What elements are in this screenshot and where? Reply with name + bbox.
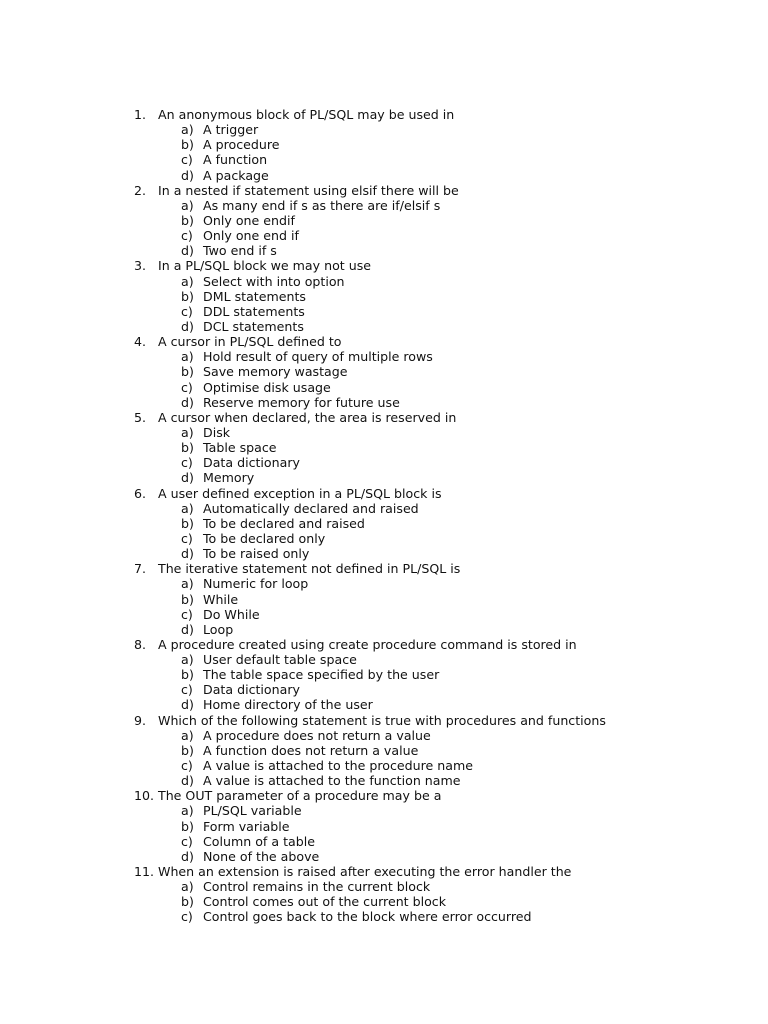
option-text: A procedure bbox=[203, 137, 280, 153]
option-letter: c) bbox=[181, 682, 193, 698]
question-item bbox=[0, 637, 768, 652]
option-text: A procedure does not return a value bbox=[203, 727, 431, 743]
option-letter: b) bbox=[181, 667, 194, 683]
question-number: 10. bbox=[134, 788, 155, 804]
question-item bbox=[0, 334, 768, 349]
option-letter: b) bbox=[181, 894, 194, 910]
question-number: 9. bbox=[134, 712, 147, 728]
question-number: 2. bbox=[134, 182, 147, 198]
option-item bbox=[0, 304, 768, 319]
option-text: The table space specified by the user bbox=[203, 667, 440, 683]
option-text: Save memory wastage bbox=[203, 364, 348, 380]
option-item bbox=[0, 894, 768, 909]
option-item bbox=[0, 198, 768, 213]
option-text: A function bbox=[203, 152, 268, 168]
option-item bbox=[0, 728, 768, 743]
option-item bbox=[0, 592, 768, 607]
option-item bbox=[0, 349, 768, 364]
option-item bbox=[0, 213, 768, 228]
option-letter: d) bbox=[181, 470, 194, 486]
question-number: 8. bbox=[134, 636, 147, 652]
option-letter: b) bbox=[181, 364, 194, 380]
option-item bbox=[0, 576, 768, 591]
question-item bbox=[0, 561, 768, 576]
option-text: Do While bbox=[203, 606, 260, 622]
question-text: A procedure created using create procedure command is stored in bbox=[158, 636, 577, 652]
option-letter: c) bbox=[181, 833, 193, 849]
option-text: Hold result of query of multiple rows bbox=[203, 349, 433, 365]
option-letter: c) bbox=[181, 152, 193, 168]
option-letter: b) bbox=[181, 137, 194, 153]
option-text: Data dictionary bbox=[203, 455, 300, 471]
option-text: To be declared only bbox=[203, 530, 326, 546]
question-item bbox=[0, 486, 768, 501]
option-letter: b) bbox=[181, 440, 194, 456]
option-text: Select with into option bbox=[203, 273, 345, 289]
option-item bbox=[0, 682, 768, 697]
option-letter: d) bbox=[181, 318, 194, 334]
option-item bbox=[0, 743, 768, 758]
option-text: DDL statements bbox=[203, 303, 305, 319]
option-item bbox=[0, 137, 768, 152]
option-text: Automatically declared and raised bbox=[203, 500, 419, 516]
option-text: DML statements bbox=[203, 288, 306, 304]
option-text: A package bbox=[203, 167, 269, 183]
option-letter: c) bbox=[181, 455, 193, 471]
option-letter: a) bbox=[181, 424, 194, 440]
option-letter: a) bbox=[181, 803, 194, 819]
option-item bbox=[0, 773, 768, 788]
option-text: Numeric for loop bbox=[203, 576, 309, 592]
question-number: 6. bbox=[134, 485, 147, 501]
option-text: To be raised only bbox=[203, 546, 310, 562]
option-text: As many end if s as there are if/elsif s bbox=[203, 197, 441, 213]
option-letter: d) bbox=[181, 773, 194, 789]
option-item bbox=[0, 834, 768, 849]
option-item bbox=[0, 168, 768, 183]
option-item bbox=[0, 395, 768, 410]
option-letter: c) bbox=[181, 606, 193, 622]
question-list bbox=[0, 107, 768, 925]
question-text: A cursor in PL/SQL defined to bbox=[158, 334, 342, 350]
question-item bbox=[0, 107, 768, 122]
option-text: A value is attached to the procedure name bbox=[203, 758, 473, 774]
option-text: PL/SQL variable bbox=[203, 803, 302, 819]
question-text: An anonymous block of PL/SQL may be used in bbox=[158, 107, 455, 122]
option-letter: a) bbox=[181, 652, 194, 668]
question-number: 1. bbox=[134, 107, 147, 122]
option-item bbox=[0, 470, 768, 485]
option-item bbox=[0, 228, 768, 243]
option-item bbox=[0, 152, 768, 167]
option-text: Loop bbox=[203, 621, 234, 637]
option-letter: a) bbox=[181, 576, 194, 592]
option-text: Control remains in the current block bbox=[203, 879, 431, 895]
option-text: A value is attached to the function name bbox=[203, 773, 461, 789]
option-text: Control goes back to the block where error occurred bbox=[203, 909, 532, 925]
option-text: Optimise disk usage bbox=[203, 379, 331, 395]
option-letter: a) bbox=[181, 879, 194, 895]
option-text: Home directory of the user bbox=[203, 697, 373, 713]
option-letter: c) bbox=[181, 303, 193, 319]
option-item bbox=[0, 380, 768, 395]
option-item bbox=[0, 501, 768, 516]
question-number: 4. bbox=[134, 334, 147, 350]
option-letter: c) bbox=[181, 909, 193, 925]
question-item bbox=[0, 410, 768, 425]
option-text: A function does not return a value bbox=[203, 742, 419, 758]
option-item bbox=[0, 425, 768, 440]
option-letter: b) bbox=[181, 212, 194, 228]
option-letter: b) bbox=[181, 288, 194, 304]
option-text: A trigger bbox=[203, 122, 259, 138]
question-text: In a nested if statement using elsif there will be bbox=[158, 182, 459, 198]
option-letter: c) bbox=[181, 228, 193, 244]
option-text: None of the above bbox=[203, 848, 320, 864]
option-item bbox=[0, 546, 768, 561]
option-item bbox=[0, 819, 768, 834]
question-number: 7. bbox=[134, 561, 147, 577]
option-item bbox=[0, 667, 768, 682]
question-item bbox=[0, 788, 768, 803]
question-text: In a PL/SQL block we may not use bbox=[158, 258, 372, 274]
option-item bbox=[0, 622, 768, 637]
option-letter: d) bbox=[181, 848, 194, 864]
question-number: 3. bbox=[134, 258, 147, 274]
option-text: Table space bbox=[203, 440, 277, 456]
question-text: A user defined exception in a PL/SQL block is bbox=[158, 485, 442, 501]
option-text: DCL statements bbox=[203, 318, 304, 334]
option-item bbox=[0, 909, 768, 924]
option-letter: d) bbox=[181, 697, 194, 713]
question-text: Which of the following statement is true with procedures and functions bbox=[158, 712, 606, 728]
option-item bbox=[0, 607, 768, 622]
option-text: Only one end if bbox=[203, 228, 299, 244]
option-letter: b) bbox=[181, 515, 194, 531]
option-letter: c) bbox=[181, 379, 193, 395]
option-text: Reserve memory for future use bbox=[203, 394, 400, 410]
option-letter: d) bbox=[181, 621, 194, 637]
question-text: A cursor when declared, the area is reserved in bbox=[158, 409, 457, 425]
question-text: The iterative statement not defined in PL/SQL is bbox=[158, 561, 461, 577]
option-letter: c) bbox=[181, 758, 193, 774]
option-letter: a) bbox=[181, 349, 194, 365]
option-letter: a) bbox=[181, 122, 194, 138]
option-text: To be declared and raised bbox=[203, 515, 365, 531]
question-text: The OUT parameter of a procedure may be a bbox=[158, 788, 442, 804]
question-item bbox=[0, 183, 768, 198]
option-item bbox=[0, 697, 768, 712]
option-letter: b) bbox=[181, 591, 194, 607]
option-letter: b) bbox=[181, 818, 194, 834]
option-text: Memory bbox=[203, 470, 255, 486]
option-item bbox=[0, 440, 768, 455]
option-item bbox=[0, 455, 768, 470]
option-letter: d) bbox=[181, 167, 194, 183]
question-item bbox=[0, 864, 768, 879]
option-item bbox=[0, 243, 768, 258]
option-item bbox=[0, 803, 768, 818]
option-letter: a) bbox=[181, 273, 194, 289]
option-text: Only one endif bbox=[203, 212, 295, 228]
option-text: User default table space bbox=[203, 652, 357, 668]
option-text: Data dictionary bbox=[203, 682, 300, 698]
option-text: Disk bbox=[203, 424, 231, 440]
option-item bbox=[0, 849, 768, 864]
option-item bbox=[0, 364, 768, 379]
option-text: Two end if s bbox=[203, 243, 277, 259]
option-letter: d) bbox=[181, 394, 194, 410]
option-item bbox=[0, 122, 768, 137]
option-letter: d) bbox=[181, 546, 194, 562]
option-letter: a) bbox=[181, 727, 194, 743]
option-letter: a) bbox=[181, 500, 194, 516]
option-letter: c) bbox=[181, 530, 193, 546]
option-item bbox=[0, 531, 768, 546]
option-letter: a) bbox=[181, 197, 194, 213]
option-text: Control comes out of the current block bbox=[203, 894, 447, 910]
question-item bbox=[0, 713, 768, 728]
option-item bbox=[0, 289, 768, 304]
question-text: When an extension is raised after executing the error handler the bbox=[158, 864, 572, 880]
option-text: While bbox=[203, 591, 239, 607]
question-item bbox=[0, 258, 768, 273]
option-text: Column of a table bbox=[203, 833, 315, 849]
option-item bbox=[0, 758, 768, 773]
option-item bbox=[0, 879, 768, 894]
option-item bbox=[0, 516, 768, 531]
option-item bbox=[0, 319, 768, 334]
option-text: Form variable bbox=[203, 818, 290, 834]
option-letter: d) bbox=[181, 243, 194, 259]
option-item bbox=[0, 274, 768, 289]
question-number: 11. bbox=[134, 864, 155, 880]
question-number: 5. bbox=[134, 409, 147, 425]
option-letter: b) bbox=[181, 742, 194, 758]
option-item bbox=[0, 652, 768, 667]
